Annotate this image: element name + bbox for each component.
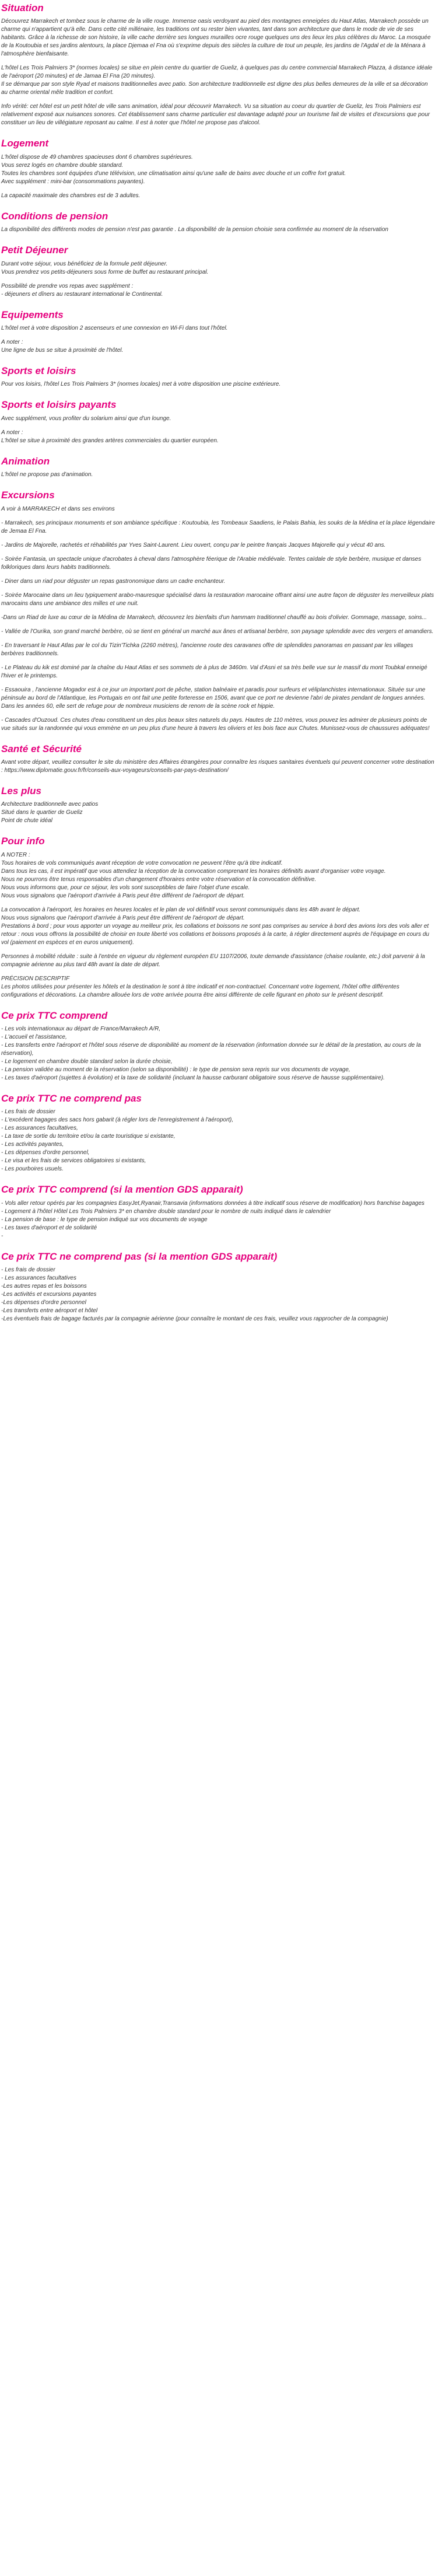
section-paragraph: - Soirée Fantasia, un spectacle unique d'acrobates à cheval dans l'atmosphère féerique de l'Arabie médiévale. Tentes caïdale de style berbère, musique et danses folkloriques dans leurs habits traditionnels. (1, 555, 422, 571)
section-paragraph: La disponibilité des différents modes de pension n'est pas garantie . La disponibilité de la pension choisie sera confirmée au moment de la réservation (1, 226, 388, 233)
section-paragraph: Durant votre séjour, vous bénéficiez de la formule petit déjeuner. Vous prendrez vos petits-déjeuners sous forme de buffet au restaurant principal. (1, 260, 209, 275)
section-paragraph: A voir à MARRAKECH et dans ses environs (1, 505, 115, 512)
section-title: Petit Déjeuner (1, 244, 68, 256)
section-paragraph: L'hôtel dispose de 49 chambres spacieuses dont 6 chambres supérieures. Vous serez logés en chambre double standard. Toutes les chambres sont équipées d'une télévision, une climatisation ainsi qu'une salle de bains avec douche et un coffre fort gratuit. Avec supplément : mini-bar (consommations payantes). (1, 153, 346, 185)
section-paragraph: - Les frais de dossier - L'excédent bagages des sacs hors gabarit (à régler lors de l'enregistrement à l'aéroport), - Les assurances facultatives, - La taxe de sortie du territoire et/ou la carte touristique si existante, - Les activités payantes, - Les dépenses d'ordre personnel, - Le visa et les frais de services obligatoires si existants, - Les pourboires usuels. (1, 1109, 234, 1173)
section (1, 1093, 435, 1173)
section-title: Ce prix TTC comprend (1, 1009, 108, 1021)
section-paragraph: - Les frais de dossier - Les assurances facultatives -Les autres repas et les boissons -Les activités et excursions payantes -Les dépenses d'ordre personnel -Les transferts entre aéroport et hôtel -Les éventuels frais de bagage facturés par la compagnie aérienne (pour connaître le montant de ces frais, veuillez vous rapprocher de la compagnie) (1, 1267, 388, 1323)
section (1, 1251, 435, 1323)
section-paragraph: Pour vos loisirs, l'hôtel Les Trois Palmiers 3* (normes locales) met à votre disposition une piscine extérieure. (1, 381, 281, 388)
section-title: Pour info (1, 836, 45, 847)
section (1, 1010, 435, 1082)
section-title: Situation (1, 2, 44, 13)
section-paragraph: A noter : Une ligne de bus se situe à proximité de l'hôtel. (1, 338, 124, 354)
section-paragraph: - Vols aller retour opérés par les compagnies EasyJet,Ryanair,Transavia (informations données à titre indicatif sous réserve de modification) hors franchise bagages - Logement à l'hôtel Hôtel Les Trois Palmiers 3* en chambre double standard pour le nombre de nuits indiqué dans le calendrier - La pension de base : le type de pension indiqué sur vos documents de voyage - Les taxes d'aéroport et de solidarité - (1, 1200, 425, 1239)
section-paragraph: - Soirée Marocaine dans un lieu typiquement arabo-mauresque spécialisé dans la restauration marocaine offrant ainsi une autre façon de déguster les merveilleux plats marocains dans une ambiance des milles et une nuit. (1, 592, 434, 607)
section-paragraph: Possibilité de prendre vos repas avec supplément : - déjeuners et dîners au restaurant international le Continental. (1, 282, 163, 298)
section-paragraph: - Diner dans un riad pour déguster un repas gastronomique dans un cadre enchanteur. (1, 578, 226, 585)
section (1, 138, 435, 200)
section (1, 836, 435, 999)
section-title: Conditions de pension (1, 210, 108, 222)
section-paragraph: Avec supplément, vous profiter du solarium ainsi que d'un lounge. (1, 415, 171, 422)
section-paragraph: - Cascades d'Ouzoud. Ces chutes d'eau constituent un des plus beaux sites naturels du pays. Hautes de 110 mètres, vous pouvez les admirer de plusieurs points de vue situés sur la randonnée qui vous emmène en un peu plus d'une heure à travers les oliviers et les bois face aux Chutes. Munissez-vous de chaussures adéquates! (1, 716, 430, 732)
section (1, 244, 435, 298)
section-title: Sports et loisirs (1, 365, 76, 376)
section-paragraph: - Jardins de Majorelle, rachetés et réhabilités par Yves Saint-Laurent. Lieu ouvert, conçu par le peintre français Jacques Majorelle qui y vécut 40 ans. (1, 541, 386, 548)
section-title: Logement (1, 138, 49, 149)
section-title: Ce prix TTC ne comprend pas (si la mention GDS apparait) (1, 1250, 278, 1262)
section (1, 785, 435, 825)
section-paragraph: PRÉCISION DESCRIPTIF Les photos utilisées pour présenter les hôtels et la destination le sont à titre indicatif et non-contractuel. Concernant votre logement, l'hôtel offre différentes configurations et décorations. La chambre allouée lors de votre arrivée pourra être ainsi différente de celle figurant en photo sur le présent descriptif. (1, 975, 399, 998)
section (1, 399, 435, 445)
section (1, 456, 435, 479)
section (1, 211, 435, 234)
section-paragraph: Avant votre départ, veuillez consulter le site du ministère des Affaires étrangères pour connaître les risques sanitaires éventuels qui peuvent concerner votre destination : https://www.diplomatie.gouv.fr/fr/conseils-aux-voyageurs/conseils-par-pays-destination/ (1, 759, 434, 774)
section (1, 490, 435, 732)
section-paragraph: La convocation à l'aéroport, les horaires en heures locales et le plan de vol définitif vous seront communiqués dans les 48h avant le départ. Nous vous signalons que l'aéroport d'arrivée à Paris peut être différent de l'aéroport de départ. Prestations à bord ; pour vous apporter un voyage au meilleur prix, les collations et boissons ne sont pas comprises au service à bord des avions lors des vols aller et retour : nous vous offrons la possibilité de choisir en toute liberté vos collations et boissons proposés à la carte, à régler directement auprès de l'équipage en cours du vol (paiement en espèces et en euros uniquement). (1, 906, 429, 946)
section-paragraph: La capacité maximale des chambres est de 3 adultes. (1, 192, 141, 199)
section-paragraph: - Les vols internationaux au départ de France/Marrakech A/R, - L'accueil et l'assistance, - Les transferts entre l'aéroport et l'hôtel sous réserve de disponibilité au moment de la réservation (information donnée sur le détail de la prestation, au cours de la réservation), - Le logement en chambre double standard selon la durée choisie, - La pension validée au moment de la réservation (selon sa disponibilité) : le type de pension sera repris sur vos documents de voyage, - Les taxes d'aéroport (sujettes à évolution) et la taxe de solidarité (incluant la hausse carburant obligatoire sous réserve de hausse supplémentaire). (1, 1026, 421, 1082)
section-title: Excursions (1, 490, 55, 501)
section-title: Sports et loisirs payants (1, 399, 117, 411)
section-title: Ce prix TTC ne comprend pas (1, 1093, 142, 1105)
section-paragraph: Personnes à mobilité réduite : suite à l'entrée en vigueur du règlement européen EU 1107/2006, toute demande d'assistance (chaise roulante, etc.) doit parvenir à la compagnie aérienne au plus tard 48h avant la date de départ. (1, 953, 425, 968)
section-paragraph: L'hôtel Les Trois Palmiers 3* (normes locales) se situe en plein centre du quartier de Gueliz, à quelques pas du centre commercial Marrakech Plazza, à distance idéale de l'aéroport (20 minutes) et de Jamaa El Fna (20 minutes). Il se démarque par son style Ryad et maisons traditionnelles avec patio. Son architecture traditionnelle est digne des plus belles demeures de la ville et sa décoration au charme oriental mêle tradition et confort. (1, 65, 433, 96)
section (1, 2, 435, 127)
section-title: Santé et Sécurité (1, 743, 82, 754)
section-paragraph: A noter : L'hôtel se situe à proximité des grandes artères commerciales du quartier européen. (1, 429, 219, 444)
section-paragraph: -Dans un Riad de luxe au cœur de la Médina de Marrakech, découvrez les bienfaits d'un hammam traditionnel chauffé au bois d'olivier. Gommage, massage, soins... (1, 614, 427, 621)
section-paragraph: Info vérité: cet hôtel est un petit hôtel de ville sans animation, idéal pour découvrir Marrakech. Vu sa situation au coeur du quartier de Gueliz, les Trois Palmiers est relativement exposé aux nuisances sonores. Cet établissement sans charme particulier est davantage adapté pour un tourisme fait de visites et d'excursions que pour constituer un lieu de villégiature reposant au calme. Il est à noter que l'hôtel ne propose pas d'alcool. (1, 103, 430, 127)
section-title: Equipements (1, 309, 64, 320)
section-title: Animation (1, 455, 50, 467)
section-paragraph: Découvrez Marrakech et tombez sous le charme de la ville rouge. Immense oasis verdoyant au pied des montagnes enneigées du Haut Atlas, Marrakech possède un charme qui n'appartient qu'à elle. Dans cette cité millénaire, les traditions ont su rester bien vivantes, tant dans son architecture que dans le mode de vie de ses habitants. Grâce à la richesse de son histoire, la ville cache derrière ses longues murailles ocre rouge quelques uns des lieux les plus célèbres du Maroc. La mosquée de la Koutoubia et ses jardins alentours, la place Djemaa el Fna où s'exprime depuis des siècles la culture de tout un peuple, les jardins de l'Agdal et de la Ménara à l'atmosphère bienfaisante. (1, 18, 431, 58)
section-title: Ce prix TTC comprend (si la mention GDS apparait) (1, 1184, 243, 1196)
section-paragraph: - En traversant le Haut Atlas par le col du Tizin'Tichka (2260 mètres), l'ancienne route des caravanes offre de splendides panoramas en passant par les villages berbères traditionnels. (1, 642, 413, 657)
section-paragraph: - Vallée de l'Ourika, son grand marché berbère, où se tient en général un marché aux ânes et artisanal berbère, son paysage splendide avec des vergers et amandiers. (1, 628, 434, 635)
section (1, 365, 435, 389)
section (1, 1184, 435, 1240)
section (1, 743, 435, 775)
section-paragraph: Architecture traditionnelle avec patios Situé dans le quartier de Gueliz Point de chute idéal (1, 801, 99, 824)
section-paragraph: L'hôtel met à votre disposition 2 ascenseurs et une connexion en Wi-Fi dans tout l'hôtel. (1, 324, 228, 331)
section-paragraph: - Essaouira , l'ancienne Mogador est à ce jour un important port de pêche, station balnéaire et paradis pour surfeurs et véliplanchistes internationaux. Située sur une péninsule au bord de l'Atlantique, les Portugais en ont fait une petite forteresse en 1506, avant que ce port ne devienne l'abri de pirates pendant de longues années. Dans les années 60, elle sert de refuge pour de nombreux musiciens de renom de la scène rock et hippie. (1, 686, 426, 709)
section-paragraph: L'hôtel ne propose pas d'animation. (1, 471, 93, 478)
section-paragraph: - Le Plateau du kik est dominé par la chaîne du Haut Atlas et ses sommets de à plus de 3460m. Val d'Asni et sa très belle vue sur le massif du mont Toubkal enneigé l'hiver et le printemps. (1, 664, 427, 679)
section (1, 309, 435, 355)
section-paragraph: - Marrakech, ses principaux monuments et son ambiance spécifique : Koutoubia, les Tombeaux Saadiens, le Palais Bahia, les souks de la Médina et la place légendaire de Jemaa El Fna. (1, 519, 435, 534)
section-title: Les plus (1, 785, 41, 796)
section-paragraph: A NOTER : Tous horaires de vols communiqués avant réception de votre convocation ne peuvent l'être qu'à titre indicatif. Dans tous les cas, il est impératif que vous attendiez la réception de la convocation comprenant les horaires définitifs avant d'organiser votre voyage. Nous ne pourrons être tenus responsables d'un changement d'horaires entre votre réservation et la convocation définitive. Nous vous informons que, pour ce séjour, les vols sont susceptibles de faire l'objet d'une escale. Nous vous signalons que l'aéroport d'arrivée à Paris peut être différent de l'aéroport de départ. (1, 851, 386, 899)
